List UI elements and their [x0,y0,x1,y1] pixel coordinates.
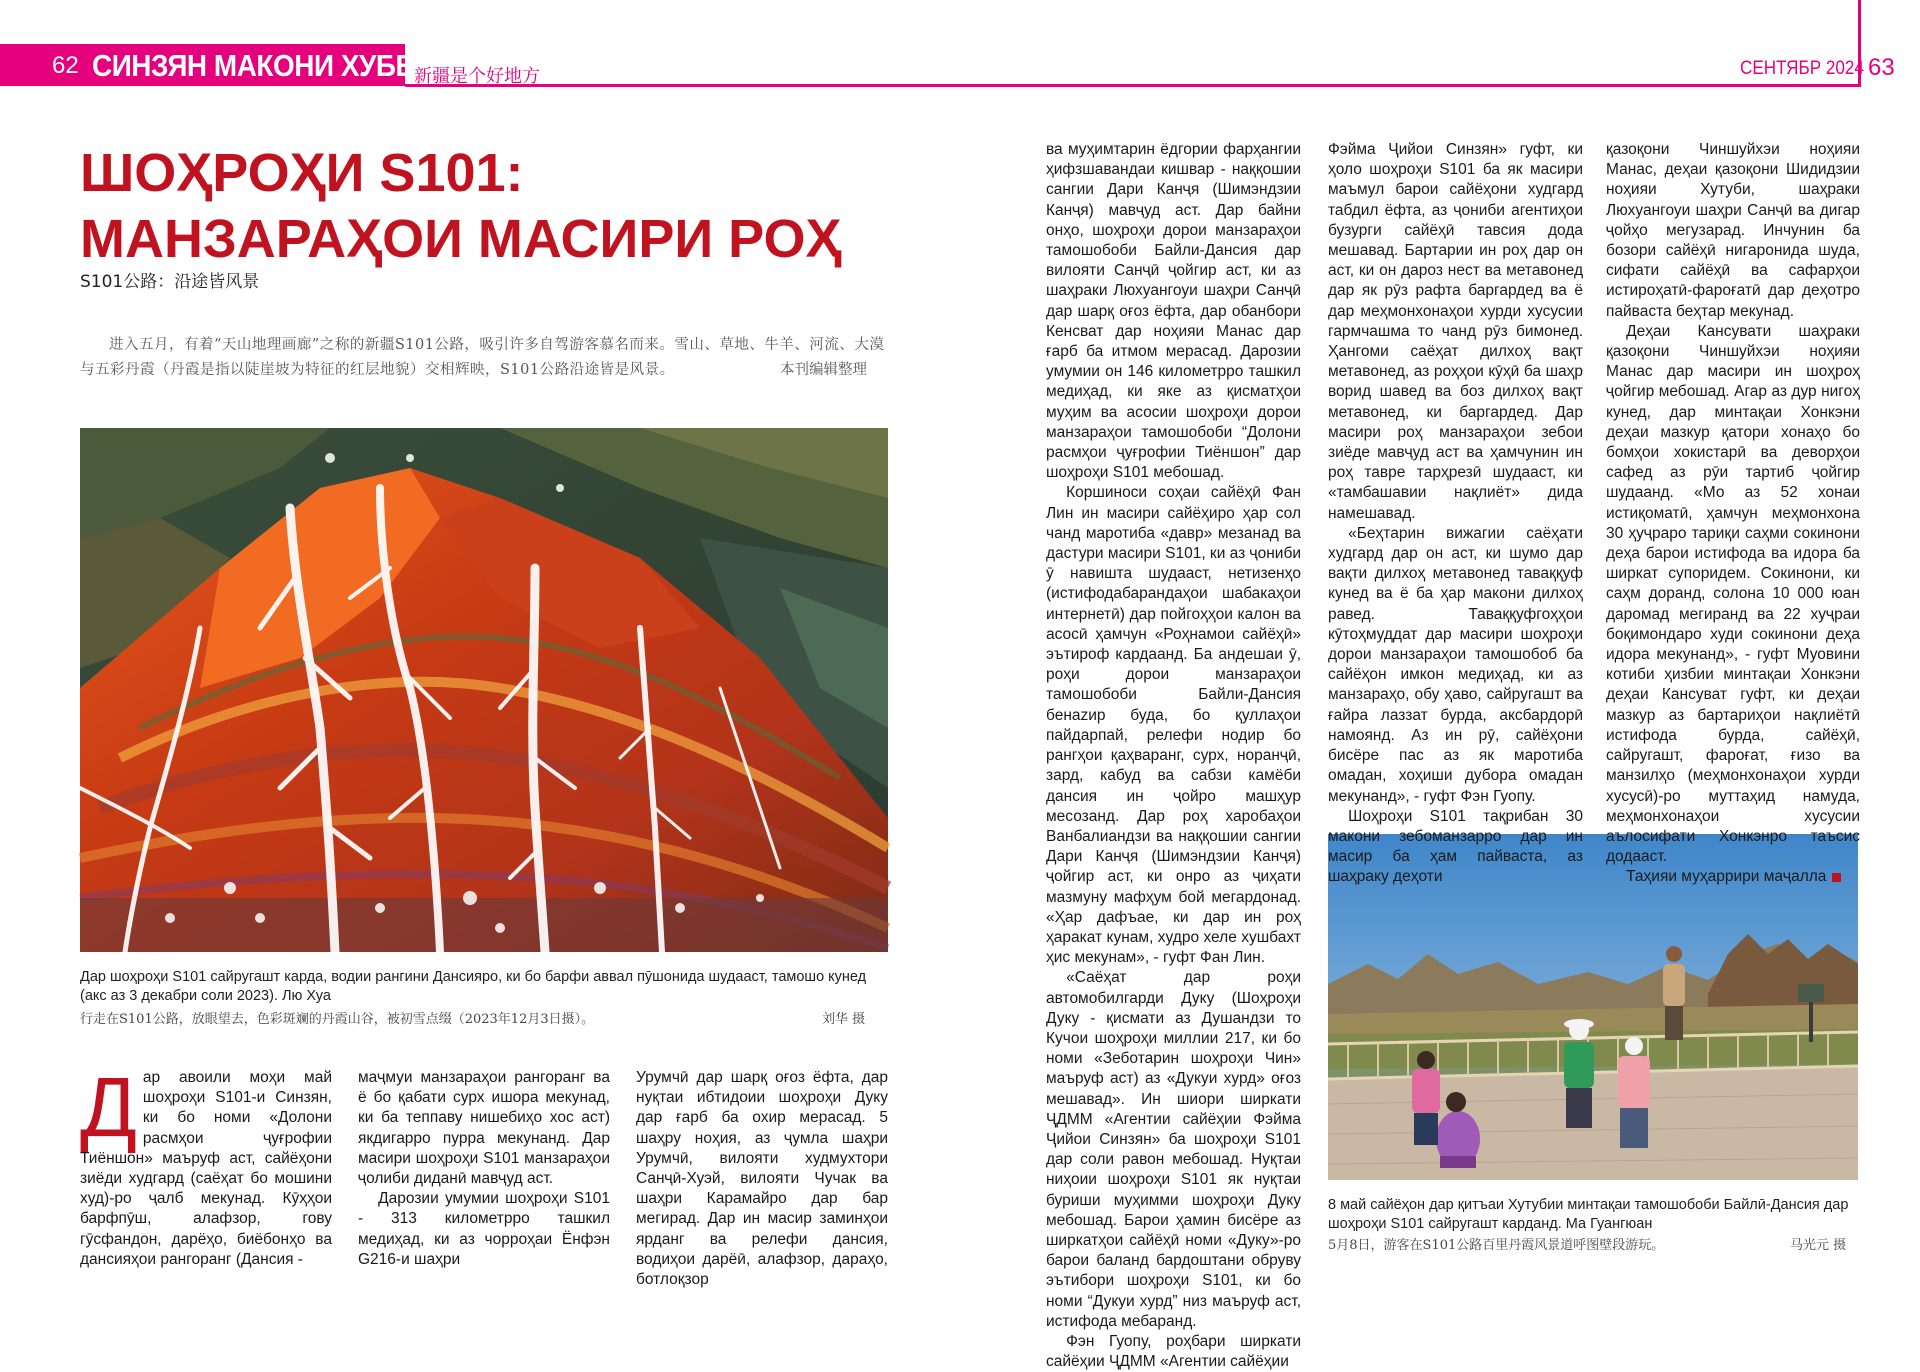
body-paragraph: Коршиноси соҳаи сайёҳӣ Фан Лин ин масири сайёҳиро ҳар сол чанд маротиба «давр» мезанад ва дастури масири S101, ки аз ҷониби ӯ навишта шудааст, нетизенҳо (истифодабарандаҳои шабакаҳои интернетӣ) дар пойгоҳҳои калон ва асосӣ ҳамчун «Роҳнамои сайёҳӣ» эътироф кардаанд. Ба андешаи ӯ, роҳи дорои манзараҳои тамошобоби Байли-Дансия бенazир буда, бо қуллаҳои пайдарпай, релефи нодир бо рангҳои қаҳваранг, сурх, норанҷӣ, зард, кабуд ва сабзи камёби дансия ин ҷойро машҳур месозанд. Дар роҳ харобаҳои Ванбалиандзи ва наққошии сангии Дари Канҷя (Шимэндзии Канҷя) ҷойгир аст, ки онро аз ҷиҳати мазмуну мафҳум бой мегардонад. «Ҳар дафъае, ки дар ин роҳ ҳаракат кунам, худро хеле хушбахт ҳис мекунам», - гуфт Фан Лин. [1046,484,1301,967]
photo2-caption-chinese: 5月8日，游客在S101公路百里丹霞风景道呼图壁段游玩。 [1328,1238,1665,1253]
body-column-6 [1606,140,1860,888]
photo1-caption-chinese: 行走在S101公路，放眼望去，色彩斑斓的丹霞山谷，被初雪点缀（2023年12月3日摄）。 [80,1012,595,1027]
intro-credit: 本刊编辑整理 [780,362,867,378]
body-paragraph: «Беҳтарин вижагии саёҳати худгард дар он аст, ки шумо дар вақти дилхоҳ метавонед таваққуф кунед ва ё ба ҳар макони дилхоҳ равед. Таваққуфгоҳҳои кӯтоҳмуддат дар масири шоҳроҳи дорои манзараҳои тамошобоб ба сайёҳон имкон медиҳад, ки аз манзараҳо, обу ҳаво, сайругашт ва ғайра лаззат бурда, аксбардорӣ намоянд. Аз ин рӯ, сайёҳони бисёре пас аз як маротиба омадан, хоҳиши дубора омадан мекунанд», - гуфт Фэн Гуопу. [1328,524,1583,805]
photo1-credit: 刘华 摄 [822,1012,866,1027]
editor-signature-text: Таҳияи муҳаррири маҷалла [1626,868,1827,886]
body-paragraph: маҷмуи манзараҳои рангоранг ва ё бо қабати сурх ишора мекунад, ки ба теппаву нишебиҳо хос аст) якдигарро пурра мекунанд. Дар масири шоҳроҳи S101 манзараҳои ҷолиби диданӣ мавҷуд аст. [358,1069,610,1188]
header-rule [405,84,1860,87]
danxia-mountain-image [80,428,888,952]
body-paragraph: «Саёҳат дар роҳи автомобилгарди Дуку (Шоҳроҳи Дуку - қисмати аз Душандзи то Кучои шоҳроҳи миллии 217, ки бо номи «Зеботарин шоҳроҳи Чин» маъруф аст) аз «Дукуи хурд» оғоз мешавад». Ин шиори ширкати ҶДММ «Агентии сайёҳии Фэйма Ҷийои Синзян» ба шоҳроҳи S101 дар соли равон мебошад. Нуқтаи ниҳоии шоҳроҳи S101 як нуқтаи буриши муҳимми шоҳроҳи Дуку мебошад. Барои ҳамин бисёре аз ширкатҳои сайёҳӣ номи «Дуку»-ро барои баланд бардоштани обруву эътибори шоҳроҳи S101, ки бо номи “Дукуи хурд” низ маъруф аст, истифода мебаранд. [1046,969,1301,1330]
dropcap-letter: Д [80,1060,137,1154]
section-subtitle-chinese: 新疆是个好地方 [414,66,540,87]
body-paragraph: Урумчӣ дар шарқ оғоз ёфта, дар нуқтаи ибтидоии шоҳроҳи Дуку дар ғарб ба охир мерасад. 5 шаҳру ноҳия, аз ҷумла шаҳри Урумчӣ, вилояти худмухтори Санҷӣ-Хуэй, вилояти Чучак ва шаҳри Карамайро дар бар мегирад. Дар ин масир заминҳои ярданг ва релефи дансия, водиҳои дарёӣ, алафзор, дараҳо, ботлоқзор [636,1069,888,1289]
body-paragraph: Дарозии умумии шоҳроҳи S101 - 313 километрро ташкил медиҳад, ки аз чорроҳаи Ёнфэн G216-и шаҳри [358,1190,610,1268]
page-number-left: 62 [52,52,79,79]
article-intro: 进入五月，有着“天山地理画廊”之称的新疆S101公路，吸引许多自驾游客慕名而来。雪山、草地、牛羊、河流、大漠与五彩丹霞（丹霞是指以陡崖坡为特征的红层地貌）交相辉映，S101公路沿途皆是风景。 [80,337,885,378]
editor-signature [1606,867,1860,887]
photo2-credit: 马光元 摄 [1790,1238,1847,1253]
body-column-3 [636,1068,888,1290]
article-subtitle: S101公路：沿途皆风景 [80,272,260,292]
photo2-caption: 8 май сайёҳон дар қитъаи Хутубии минтақаи тамошобоби Байлӣ-Дансия дар шоҳроҳи S101 сайругашт карданд. Ма Гуангюан [1328,1197,1849,1232]
body-paragraph: Фэн Гуопу, роҳбари ширкати сайёҳии ҶДММ «Агентии сайёҳии [1046,1332,1301,1371]
body-column-4 [1046,140,1301,1372]
body-paragraph: қазоқони Чиншуйхэи ноҳияи Манас, деҳаи қазоқони Шидидзии ноҳияи Хутуби, шаҳраки Люхуангоуи шаҳри Санҷӣ ва дигар ҷойҳо мегузарад. Инчунин ба бозори сайёҳӣ нигаронида шуда, сифати сайёҳӣ ва сафарҳои истироҳатӣ-фароғатӣ дар деҳотро пайваста беҳтар мекунад. [1606,141,1860,320]
body-column-5 [1328,140,1583,888]
body-paragraph: Деҳаи Кансувати шаҳраки қазоқони Чиншуйхэи ноҳияи Манас дар масири ин шоҳроҳ ҷойгир мебошад. Агар аз дур нигоҳ кунед, дар минтақаи Хонкэни деҳаи мазкур қатори хонаҳо бо бомҳои хокистарӣ ва деворҳои сафед аз рӯи тартиб ҷойгир шудаанд. «Мо аз 52 хонаи истиқоматӣ, ҳамчун меҳмонхона 30 ҳуҷраро тариқи саҳми сокинони деҳа барои истифода ва идора ба ширкат супоридем. Сокинони, ки саҳм доранд, солона 10 000 юан даромад мегиранд ва 22 хуҷраи боқимондаро худи сокинони деҳа идора мекунанд», - гуфт Муовини котиби ҳизбии минтақаи Хонкэни деҳаи Кансуват гуфт, ки деҳаи мазкур аз бартариҳои нақлиётӣ истифода бурда, сайёҳӣ, сайругашт, фароғат, ғизо ва манзилҳо (меҳмонхонаҳои хурди хусусӣ)-ро муттаҳид намуда, меҳмонхонаҳои хусусии аълосифати Хонкэнро таъсис додааст. [1606,322,1860,866]
photo-danxia-snow [80,428,888,952]
page-number-right: 63 [1868,54,1895,81]
article-title: ШОҲРОҲИ S101: МАНЗАРАҲОИ МАСИРИ РОҲ [80,143,842,269]
section-title: СИНЗЯН МАКОНИ ХУБЕСТ [92,48,450,83]
body-column-2 [358,1068,610,1270]
end-mark-icon [1832,873,1841,882]
issue-date: СЕНТЯБР 2024 [1740,58,1864,79]
body-paragraph: ва муҳимтарин ёдгории фарҳангии ҳифзшавандаи кишвар - наққошии сангии Дари Канҷя (Шимэндзии Канҷя) мавҷуд аст. Дар байни онҳо, шоҳроҳи дорои манзараҳои тамошобоби Байли-Дансия дар вилояти Санҷӣ ҷойгир аст, ки аз шаҳраки Люхуангоуи шаҳри Санҷӣ дар шарқ оғоз ёфта, дар обанбори Кенсват дар ноҳияи Манас дар ғарб ба итмом мерасад. Дарозии умумии он 146 километрро ташкил медиҳад, ки яке аз қисматҳои муҳим ва асосии шоҳроҳи дорои манзараҳои тамошобоби “Долони расмҳои ҷуғрофии Тиёншон” дар шоҳроҳи S101 мебошад. [1046,141,1301,482]
body-paragraph: Шоҳроҳи S101 тақрибан 30 макони зебоманзарро дар ин масир ба ҳам пайваста, аз шаҳраку деҳоти [1328,807,1583,886]
body-paragraph: ар авоили моҳи май шоҳроҳи S101-и Синзян, ки бо номи «Долони расмҳои ҷуғрофии Тиёншон» маъруф аст, сайёҳони зиёди худгард (саёҳат бо мошини худ)-ро ҷалб мекунад. Кӯҳҳои барфпӯш, алафзор, гову гӯсфандон, дарёҳо, биёбонҳо ва дансияҳои рангоранг (Дансия - [80,1069,332,1268]
photo1-caption: Дар шоҳроҳи S101 сайругашт карда, водии рангини Дансияро, ки бо барфи аввал пӯшонида шудааст, тамошо кунед (акс аз 3 декабри соли 2023). Лю Хуа [80,969,867,1004]
body-paragraph: Фэйма Ҷийои Синзян» гуфт, ки ҳоло шоҳроҳи S101 ба як масири маъмул барои сайёҳони худгард табдил ёфта, аз ҷониби агентиҳои бузурги сайёҳӣ тавсия дода мешавад. Бартарии ин роҳ дар он аст, ки он дароз нест ва метавонед дар як рӯз рафта баргардед ва ё дар меҳмонхонаҳои хурди хусусии гармчашма то чанд рӯз бимонед. Ҳангоми саёҳат дилхоҳ вақт метавонед, аз роҳҳои кӯҳӣ ба шаҳр ворид шавед ва боз дилхоҳ вақт метавонед, ки баргардед. Дар масири роҳ манзараҳои зебои зиёде мавҷуд аст ва ҳамчунин ин роҳ тавре тарҳрезӣ шудааст, ки «тамбашавии нақлиёт» дида намешавад. [1328,141,1583,522]
body-column-1 [80,1060,332,1270]
